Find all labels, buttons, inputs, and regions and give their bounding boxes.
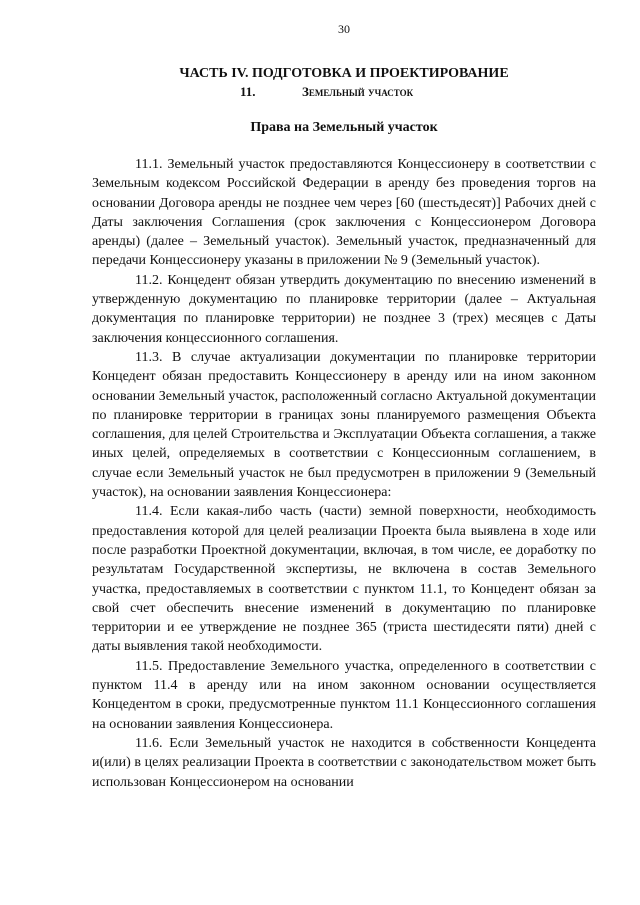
part-title: ЧАСТЬ IV. ПОДГОТОВКА И ПРОЕКТИРОВАНИЕ [179, 66, 509, 81]
page-number: 30 [338, 22, 350, 36]
section-heading [92, 83, 596, 100]
subheading: Права на Земельный участок [250, 120, 438, 135]
paragraph-11-3: 11.3. В случае актуализации документации по планировке территории Концедент обязан предоставить Концессионеру в аренду или на ином законном основании Земельный участок, расположенный согласно Актуальной документации по планировке территории в границах зоны планируемого размещения Объекта соглашения, для целей Строительства и Эксплуатации Объекта соглашения, а также иных целей, определяемых в соответствии с Концессионным соглашением, в случае если Земельный участок не был предусмотрен в приложении 9 (Земельный участок), на основании заявления Концессионера: [92, 349, 596, 501]
paragraph-11-2: 11.2. Концедент обязан утвердить документацию по внесению изменений в утвержденную документацию по планировке территории (далее – Актуальная документация по планировке территории) не позднее 3 (трех) месяцев с Даты заключения концессионного соглашения. [92, 272, 596, 346]
section-number: 11. [240, 84, 256, 99]
paragraph-11-5: 11.5. Предоставление Земельного участка, определенного в соответствии с пунктом 11.4 в аренду или на ином законном основании осуществляется Концедентом в сроки, предусмотренные пунктом 11.1 Концессионного соглашения на основании заявления Концессионера. [92, 658, 596, 732]
paragraph-11-1: 11.1. Земельный участок предоставляются Концессионеру в соответствии с Земельным кодексом Российской Федерации в аренду без проведения торгов на основании Договора аренды не позднее чем через [60 (шестьдесят)] Рабочих дней с Даты заключения Соглашения (срок заключения с Концессионером Договора аренды) (далее – Земельный участок). Земельный участок, предназначенный для передачи Концессионеру указаны в приложении № 9 (Земельный участок). [92, 157, 596, 269]
paragraph-11-6: 11.6. Если Земельный участок не находится в собственности Концедента и(или) в целях реализации Проекта в соответствии с законодательством может быть использован Концессионером на основании [92, 735, 596, 790]
section-title: Земельный участок [302, 84, 414, 99]
paragraph-11-4: 11.4. Если какая-либо часть (части) земной поверхности, необходимость предоставления которой для целей реализации Проекта была выявлена в ходе или после разработки Проектной документации, включая, в том числе, ее доработку по результатам Государственной экспертизы, не включена в состав Земельного участка, предоставляемых в соответствии с пунктом 11.1, то Концедент обязан за свой счет обеспечить внесение изменений в документацию по планировке территории и ее утверждение не позднее 365 (триста шестидесяти пяти) дней с даты выявления такой необходимости. [92, 504, 596, 655]
